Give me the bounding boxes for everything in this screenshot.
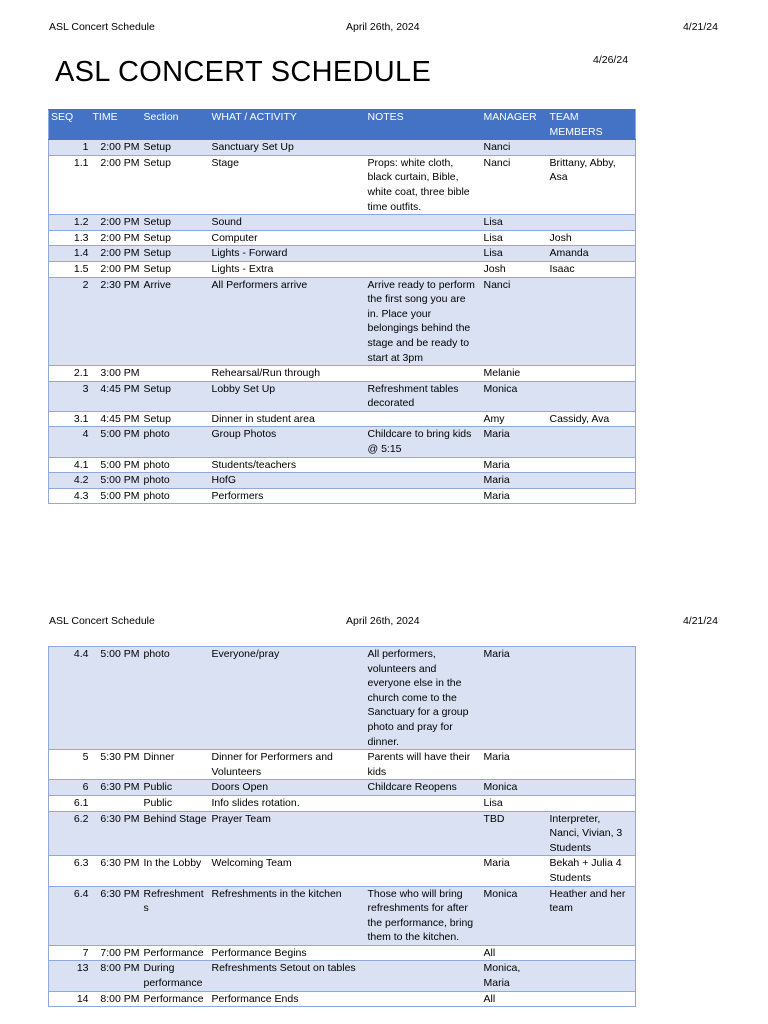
row-notes: Childcare to bring kids @ 5:15 [366,427,482,457]
row-seq: 5 [49,750,91,780]
row-notes [366,811,482,856]
row-team-members [548,488,636,504]
row-notes [366,488,482,504]
row-time: 3:00 PM [91,366,142,382]
row-section: Public [142,780,210,796]
row-seq: 4 [49,427,91,457]
row-manager: Maria [482,647,548,750]
row-manager: Monica [482,886,548,945]
row-team-members [548,991,636,1007]
row-time: 2:00 PM [91,155,142,214]
row-notes [366,856,482,886]
table-row [49,780,636,796]
row-notes [366,246,482,262]
row-activity: Lights - Forward [210,246,366,262]
row-notes [366,366,482,382]
row-team-members: Heather and her team [548,886,636,945]
row-activity: Refreshments Setout on tables [210,961,366,991]
page-header-2 [0,615,768,629]
row-section: Behind Stage [142,811,210,856]
row-manager: Lisa [482,246,548,262]
column-header-team: TEAM MEMBERS [548,110,636,140]
row-section: Setup [142,140,210,156]
row-team-members [548,427,636,457]
row-section: Setup [142,246,210,262]
column-header-seq: SEQ [49,110,91,140]
row-manager: Lisa [482,215,548,231]
row-manager: Monica [482,381,548,411]
row-section: Dinner [142,750,210,780]
table-row [49,945,636,961]
row-time: 4:45 PM [91,381,142,411]
row-notes [366,411,482,427]
row-team-members [548,780,636,796]
table-header-row [49,110,636,140]
table-row [49,961,636,991]
row-time: 8:00 PM [91,991,142,1007]
row-activity: All Performers arrive [210,277,366,366]
row-activity: Rehearsal/Run through [210,366,366,382]
row-time: 5:30 PM [91,750,142,780]
row-section: Performance [142,945,210,961]
row-notes [366,261,482,277]
row-seq: 3 [49,381,91,411]
row-notes [366,795,482,811]
row-team-members: Isaac [548,261,636,277]
row-section: In the Lobby [142,856,210,886]
row-section: photo [142,488,210,504]
row-seq: 2.1 [49,366,91,382]
table-row [49,411,636,427]
row-team-members [548,473,636,489]
page-title: ASL CONCERT SCHEDULE [55,56,432,88]
row-notes: Those who will bring refreshments for after the performance, bring them to the kitchen. [366,886,482,945]
row-team-members [548,750,636,780]
row-seq: 14 [49,991,91,1007]
row-seq: 2 [49,277,91,366]
row-team-members [548,647,636,750]
row-activity: Dinner for Performers and Volunteers [210,750,366,780]
table-row [49,427,636,457]
column-header-notes: NOTES [366,110,482,140]
row-notes [366,215,482,231]
row-team-members [548,457,636,473]
row-section: Setup [142,411,210,427]
row-section: Arrive [142,277,210,366]
row-manager: Nanci [482,277,548,366]
document-date: 4/26/24 [593,54,629,66]
table-row [49,261,636,277]
row-activity: Sanctuary Set Up [210,140,366,156]
row-notes: All performers, volunteers and everyone else in the church come to the Sanctuary for a group photo and pray for dinner. [366,647,482,750]
row-time: 5:00 PM [91,427,142,457]
row-time [91,795,142,811]
table-row [49,246,636,262]
row-team-members: Interpreter, Nanci, Vivian, 3 Students [548,811,636,856]
row-time: 6:30 PM [91,886,142,945]
row-team-members: Bekah + Julia 4 Students [548,856,636,886]
row-activity: Refreshments in the kitchen [210,886,366,945]
row-section: Setup [142,230,210,246]
row-time: 6:30 PM [91,856,142,886]
row-section: During performance [142,961,210,991]
row-team-members [548,215,636,231]
row-team-members: Brittany, Abby, Asa [548,155,636,214]
row-section: Performance [142,991,210,1007]
row-seq: 13 [49,961,91,991]
row-time: 2:30 PM [91,277,142,366]
row-team-members [548,140,636,156]
table-row [49,155,636,214]
row-time: 6:30 PM [91,780,142,796]
row-notes: Props: white cloth, black curtain, Bible, white coat, three bible time outfits. [366,155,482,214]
row-manager: Maria [482,856,548,886]
row-time: 5:00 PM [91,473,142,489]
row-team-members: Cassidy, Ava [548,411,636,427]
row-activity: Welcoming Team [210,856,366,886]
row-section: Refreshment s [142,886,210,945]
row-manager: Lisa [482,795,548,811]
row-notes: Childcare Reopens [366,780,482,796]
schedule-table-continued [48,646,636,1007]
table-row [49,856,636,886]
row-manager: All [482,991,548,1007]
row-manager: Josh [482,261,548,277]
row-section [142,366,210,382]
header-print-date: 4/21/24 [682,615,718,627]
schedule-table-body [49,647,636,1007]
row-section: Setup [142,381,210,411]
row-section: Public [142,795,210,811]
row-seq: 4.4 [49,647,91,750]
row-seq: 1 [49,140,91,156]
row-activity: Lights - Extra [210,261,366,277]
table-row [49,750,636,780]
column-header-section: Section [142,110,210,140]
row-time: 2:00 PM [91,215,142,231]
column-header-activity: WHAT / ACTIVITY [210,110,366,140]
table-row [49,795,636,811]
row-section: Setup [142,261,210,277]
row-time: 2:00 PM [91,246,142,262]
row-seq: 4.2 [49,473,91,489]
row-team-members: Amanda [548,246,636,262]
row-activity: Lobby Set Up [210,381,366,411]
row-seq: 3.1 [49,411,91,427]
row-manager: Maria [482,427,548,457]
table-row [49,811,636,856]
table-row [49,991,636,1007]
row-section: photo [142,647,210,750]
row-activity: Info slides rotation. [210,795,366,811]
row-seq: 6 [49,780,91,796]
column-header-time: TIME [91,110,142,140]
row-time: 5:00 PM [91,488,142,504]
row-activity: Prayer Team [210,811,366,856]
row-time: 8:00 PM [91,961,142,991]
row-activity: Sound [210,215,366,231]
row-team-members [548,277,636,366]
row-activity: Performance Ends [210,991,366,1007]
header-event-date: April 26th, 2024 [346,615,420,627]
table-row [49,140,636,156]
table-row [49,366,636,382]
row-manager: Maria [482,473,548,489]
row-time: 2:00 PM [91,230,142,246]
row-seq: 1.3 [49,230,91,246]
row-seq: 4.1 [49,457,91,473]
row-notes: Arrive ready to perform the first song you are in. Place your belongings behind the stage and be ready to start at 3pm [366,277,482,366]
row-team-members [548,795,636,811]
row-section: photo [142,457,210,473]
row-activity: Dinner in student area [210,411,366,427]
table-row [49,215,636,231]
row-time: 5:00 PM [91,647,142,750]
row-seq: 1.2 [49,215,91,231]
row-activity: Students/teachers [210,457,366,473]
row-seq: 6.2 [49,811,91,856]
row-manager: Amy [482,411,548,427]
row-notes [366,961,482,991]
row-time: 2:00 PM [91,140,142,156]
schedule-table-body [49,140,636,504]
row-activity: Computer [210,230,366,246]
header-event-date: April 26th, 2024 [346,21,420,33]
row-time: 5:00 PM [91,457,142,473]
table-row [49,381,636,411]
row-team-members [548,961,636,991]
row-activity: Doors Open [210,780,366,796]
row-activity: Performers [210,488,366,504]
row-seq: 6.1 [49,795,91,811]
row-time: 2:00 PM [91,261,142,277]
row-manager: Monica, Maria [482,961,548,991]
row-manager: Maria [482,750,548,780]
row-notes [366,473,482,489]
column-header-manager: MANAGER [482,110,548,140]
row-section: Setup [142,155,210,214]
row-notes [366,230,482,246]
table-row [49,473,636,489]
row-activity: Group Photos [210,427,366,457]
row-notes: Refreshment tables decorated [366,381,482,411]
row-seq: 4.3 [49,488,91,504]
page-header-1 [0,21,768,35]
table-row [49,277,636,366]
row-seq: 1.5 [49,261,91,277]
row-team-members [548,945,636,961]
row-seq: 1.4 [49,246,91,262]
row-manager: TBD [482,811,548,856]
row-manager: Maria [482,457,548,473]
row-seq: 7 [49,945,91,961]
row-team-members [548,366,636,382]
row-manager: Melanie [482,366,548,382]
row-time: 7:00 PM [91,945,142,961]
row-section: Setup [142,215,210,231]
header-doc-name: ASL Concert Schedule [49,21,155,33]
table-row [49,488,636,504]
row-manager: Monica [482,780,548,796]
row-activity: Performance Begins [210,945,366,961]
row-seq: 6.4 [49,886,91,945]
row-section: photo [142,427,210,457]
table-row [49,457,636,473]
row-seq: 6.3 [49,856,91,886]
row-manager: Nanci [482,140,548,156]
row-notes [366,457,482,473]
row-manager: Maria [482,488,548,504]
row-activity: HofG [210,473,366,489]
table-row [49,647,636,750]
row-team-members: Josh [548,230,636,246]
table-row [49,230,636,246]
row-notes [366,945,482,961]
row-notes: Parents will have their kids [366,750,482,780]
row-activity: Stage [210,155,366,214]
schedule-table [48,109,636,504]
row-manager: Lisa [482,230,548,246]
header-print-date: 4/21/24 [682,21,718,33]
row-activity: Everyone/pray [210,647,366,750]
row-notes [366,991,482,1007]
table-row [49,886,636,945]
row-time: 6:30 PM [91,811,142,856]
row-team-members [548,381,636,411]
row-manager: Nanci [482,155,548,214]
row-notes [366,140,482,156]
row-time: 4:45 PM [91,411,142,427]
row-manager: All [482,945,548,961]
row-section: photo [142,473,210,489]
header-doc-name: ASL Concert Schedule [49,615,155,627]
row-seq: 1.1 [49,155,91,214]
